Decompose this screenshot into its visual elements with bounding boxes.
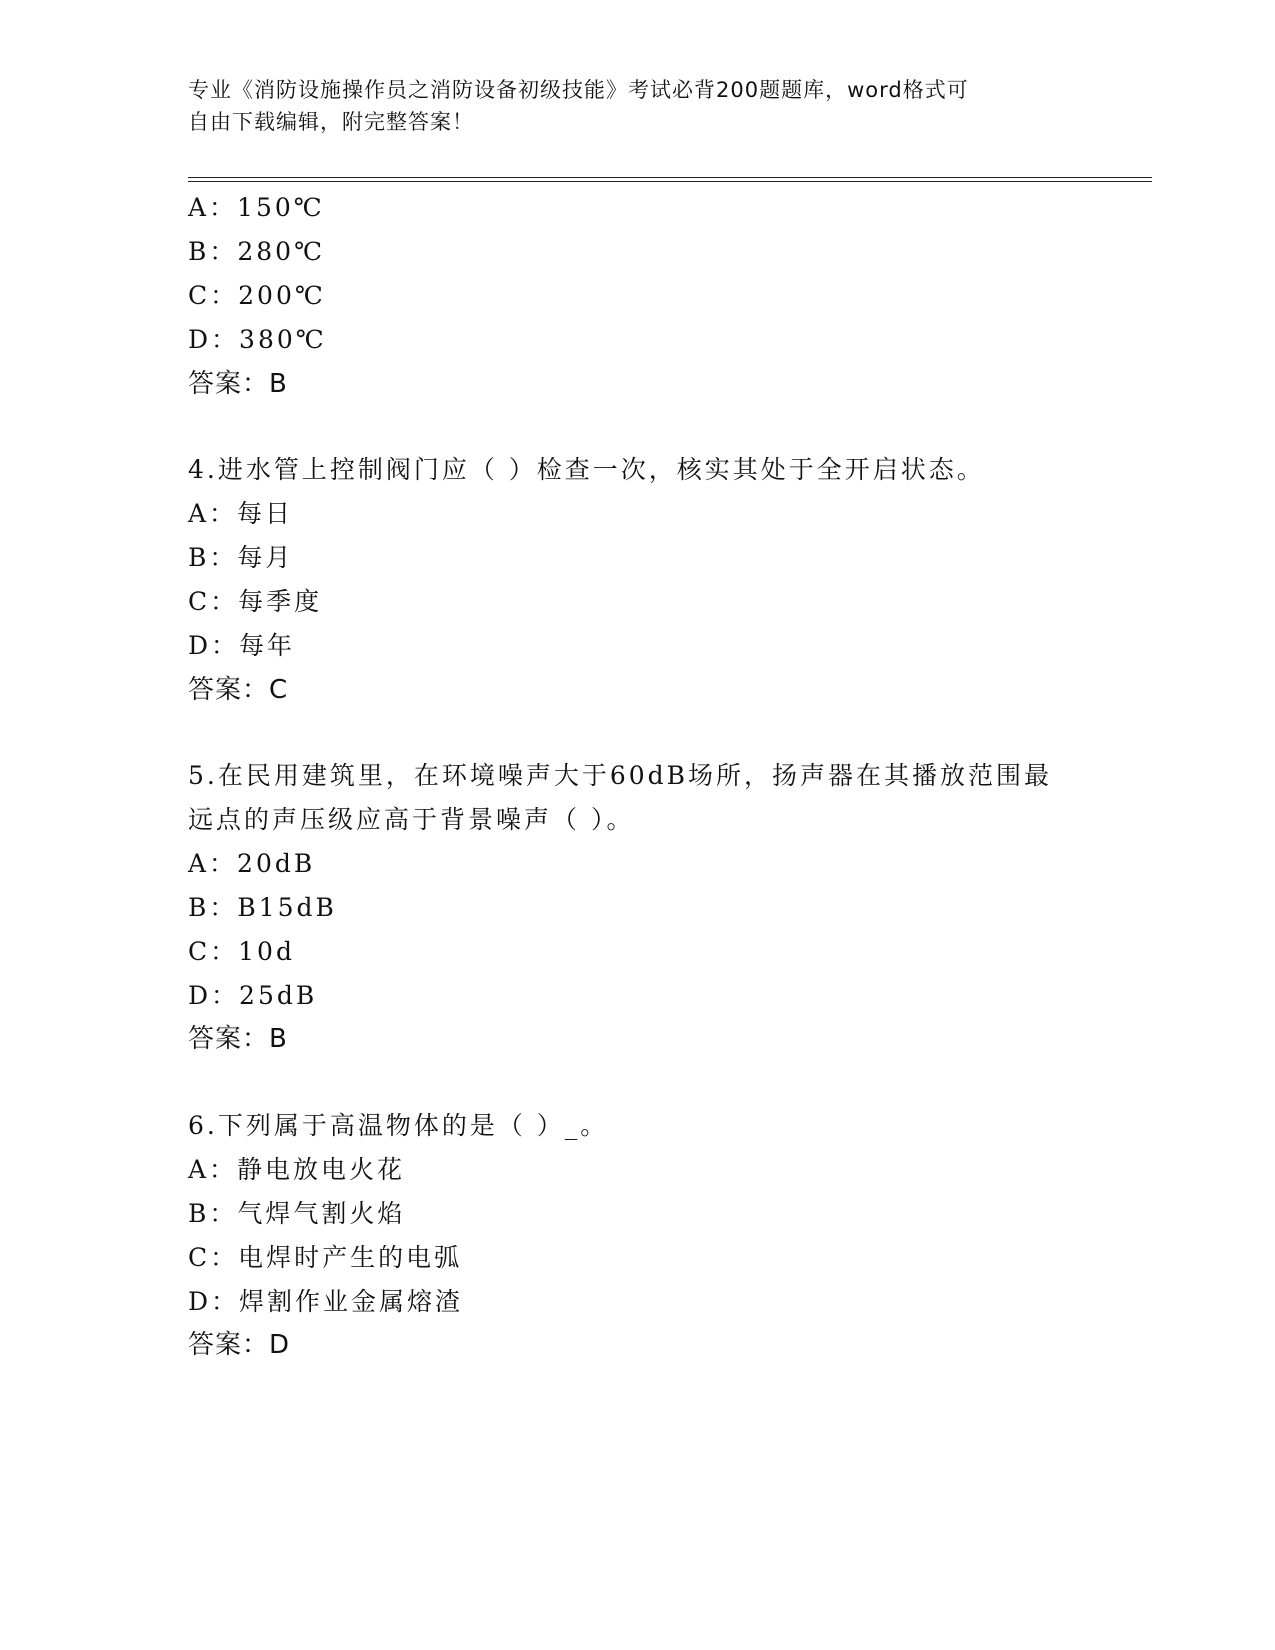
q6-option-b: B：气焊气割火焰 (188, 1199, 406, 1228)
q6-answer: 答案：D (188, 1330, 291, 1360)
q4-answer: 答案：C (188, 675, 289, 705)
q4-option-d: D：每年 (188, 631, 296, 660)
q5-option-c: C：10d (188, 937, 295, 966)
q3-option-d: D：380℃ (188, 325, 327, 354)
q6-option-a: A：静电放电火花 (188, 1155, 406, 1184)
q4-option-a: A：每日 (188, 499, 294, 528)
q3-option-c: C：200℃ (188, 281, 326, 310)
q5-option-d: D：25dB (188, 981, 318, 1010)
q4-question: 4.进水管上控制阀门应（ ）检查一次，核实其处于全开启状态。 (188, 455, 985, 484)
header-divider-top (188, 177, 1152, 178)
header-title-line2: 自由下载编辑，附完整答案！ (188, 110, 474, 134)
q5-question-line1: 5.在民用建筑里，在环境噪声大于60dB场所，扬声器在其播放范围最 (188, 761, 1053, 790)
q5-option-a: A：20dB (188, 849, 316, 878)
q5-question-line2: 远点的声压级应高于背景噪声（ ）。 (188, 805, 635, 834)
document-header (188, 74, 1068, 138)
q6-option-d: D：焊割作业金属熔渣 (188, 1287, 464, 1316)
q3-option-b: B：280℃ (188, 237, 326, 266)
q4-option-c: C：每季度 (188, 587, 323, 616)
q4-option-b: B：每月 (188, 543, 294, 572)
q6-option-c: C：电焊时产生的电弧 (188, 1243, 463, 1272)
header-divider-bottom (188, 181, 1152, 182)
header-title-line1: 专业《消防设施操作员之消防设备初级技能》考试必背200题题库，word格式可 (188, 78, 969, 102)
q5-option-b: B：B15dB (188, 893, 337, 922)
q3-answer: 答案：B (188, 369, 288, 399)
q5-answer: 答案：B (188, 1024, 288, 1054)
q6-question: 6.下列属于高温物体的是（ ）_。 (188, 1111, 609, 1140)
q3-option-a: A：150℃ (188, 193, 325, 222)
